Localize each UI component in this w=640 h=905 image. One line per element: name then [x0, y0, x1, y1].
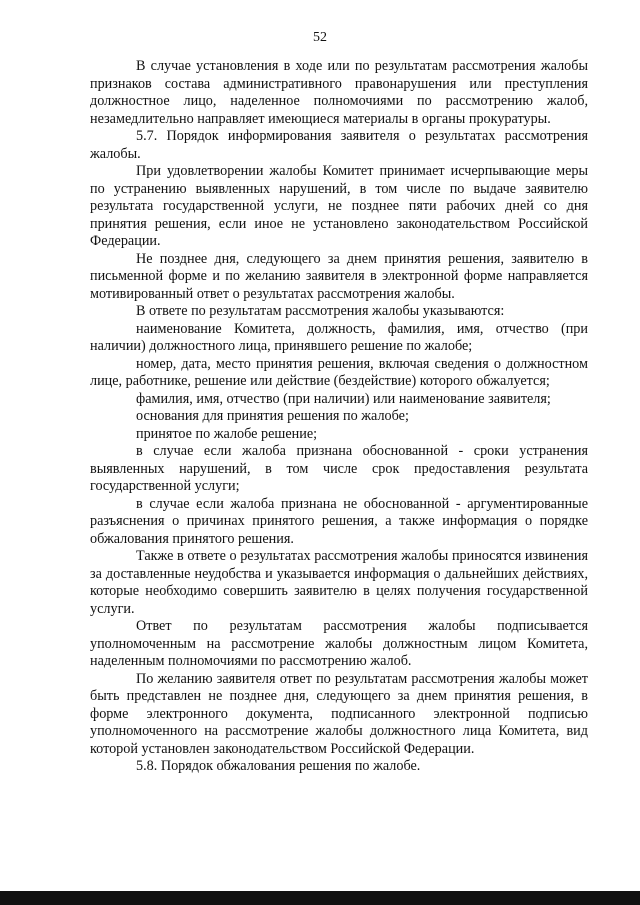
paragraph-prosecutor-referral: В случае установления в ходе или по результатам рассмотрения жалобы признаков состава административного правонарушения или преступления должностное лицо, наделенное полномочиями по рассмотрению жалоб, незамедлительно направляет имеющиеся материалы в органы прокуратуры. [90, 58, 588, 127]
paragraph-apologies: Также в ответе о результатах рассмотрения жалобы приносятся извинения за доставленные неудобства и указывается информация о дальнейших действиях, которые необходимо совершить заявителю в целях получения государственной услуги. [90, 548, 588, 617]
paragraph-reasoned-response: Не позднее дня, следующего за днем принятия решения, заявителю в письменной форме и по желанию заявителя в электронной форме направляется мотивированный ответ о результатах рассмотрения жалобы. [90, 250, 588, 302]
list-item-applicant-name: фамилия, имя, отчество (при наличии) или наименование заявителя; [136, 390, 551, 407]
scan-bottom-border [0, 891, 640, 905]
paragraph-electronic-response: По желанию заявителя ответ по результатам рассмотрения жалобы может быть представлен не позднее дня, следующего за днем принятия решения, в форме электронного документа, подписанного электронной подписью уполномоченного на рассмотрение жалобы должностного лица Комитета, вид которой установлен законодательством Российской Федерации. [90, 670, 588, 757]
section-5-8-heading: 5.8. Порядок обжалования решения по жалобе. [136, 758, 421, 774]
paragraph-response-contents-intro: В ответе по результатам рассмотрения жалобы указываются: [136, 303, 505, 319]
paragraph-satisfaction-measures: При удовлетворении жалобы Комитет принимает исчерпывающие меры по устранению выявленных нарушений, в том числе по выдаче заявителю результата государственной услуги, не позднее пяти рабочих дней со дня принятия решения, если иное не установлено законодательством Российской Федерации. [90, 163, 588, 249]
section-5-7-heading: 5.7. Порядок информирования заявителя о результатах рассмотрения жалобы. [90, 128, 588, 162]
list-item-decision-taken: принятое по жалобе решение; [136, 425, 318, 442]
document-body [90, 58, 588, 776]
paragraph-response-signing: Ответ по результатам рассмотрения жалобы подписывается уполномоченным на рассмотрение жалобы должностным лицом Комитета, наделенным полномочиями по рассмотрению жалоб. [90, 618, 588, 669]
list-item-justified-complaint: в случае если жалоба признана обоснованной - сроки устранения выявленных нарушений, в том числе срок предоставления результата государственной услуги; [90, 443, 588, 494]
list-item-decision-grounds: основания для принятия решения по жалобе; [136, 408, 409, 424]
list-item-unjustified-complaint: в случае если жалоба признана не обоснованной - аргументированные разъяснения о причинах принятого решения, а также информация о порядке обжалования принятого решения. [90, 495, 588, 547]
list-item-committee-official: наименование Комитета, должность, фамилия, имя, отчество (при наличии) должностного лица, принявшего решение по жалобе; [90, 320, 588, 354]
page-number: 52 [313, 30, 327, 45]
list-item-decision-details: номер, дата, место принятия решения, включая сведения о должностном лице, работнике, решение или действие (бездействие) которого обжалуется; [90, 355, 588, 389]
